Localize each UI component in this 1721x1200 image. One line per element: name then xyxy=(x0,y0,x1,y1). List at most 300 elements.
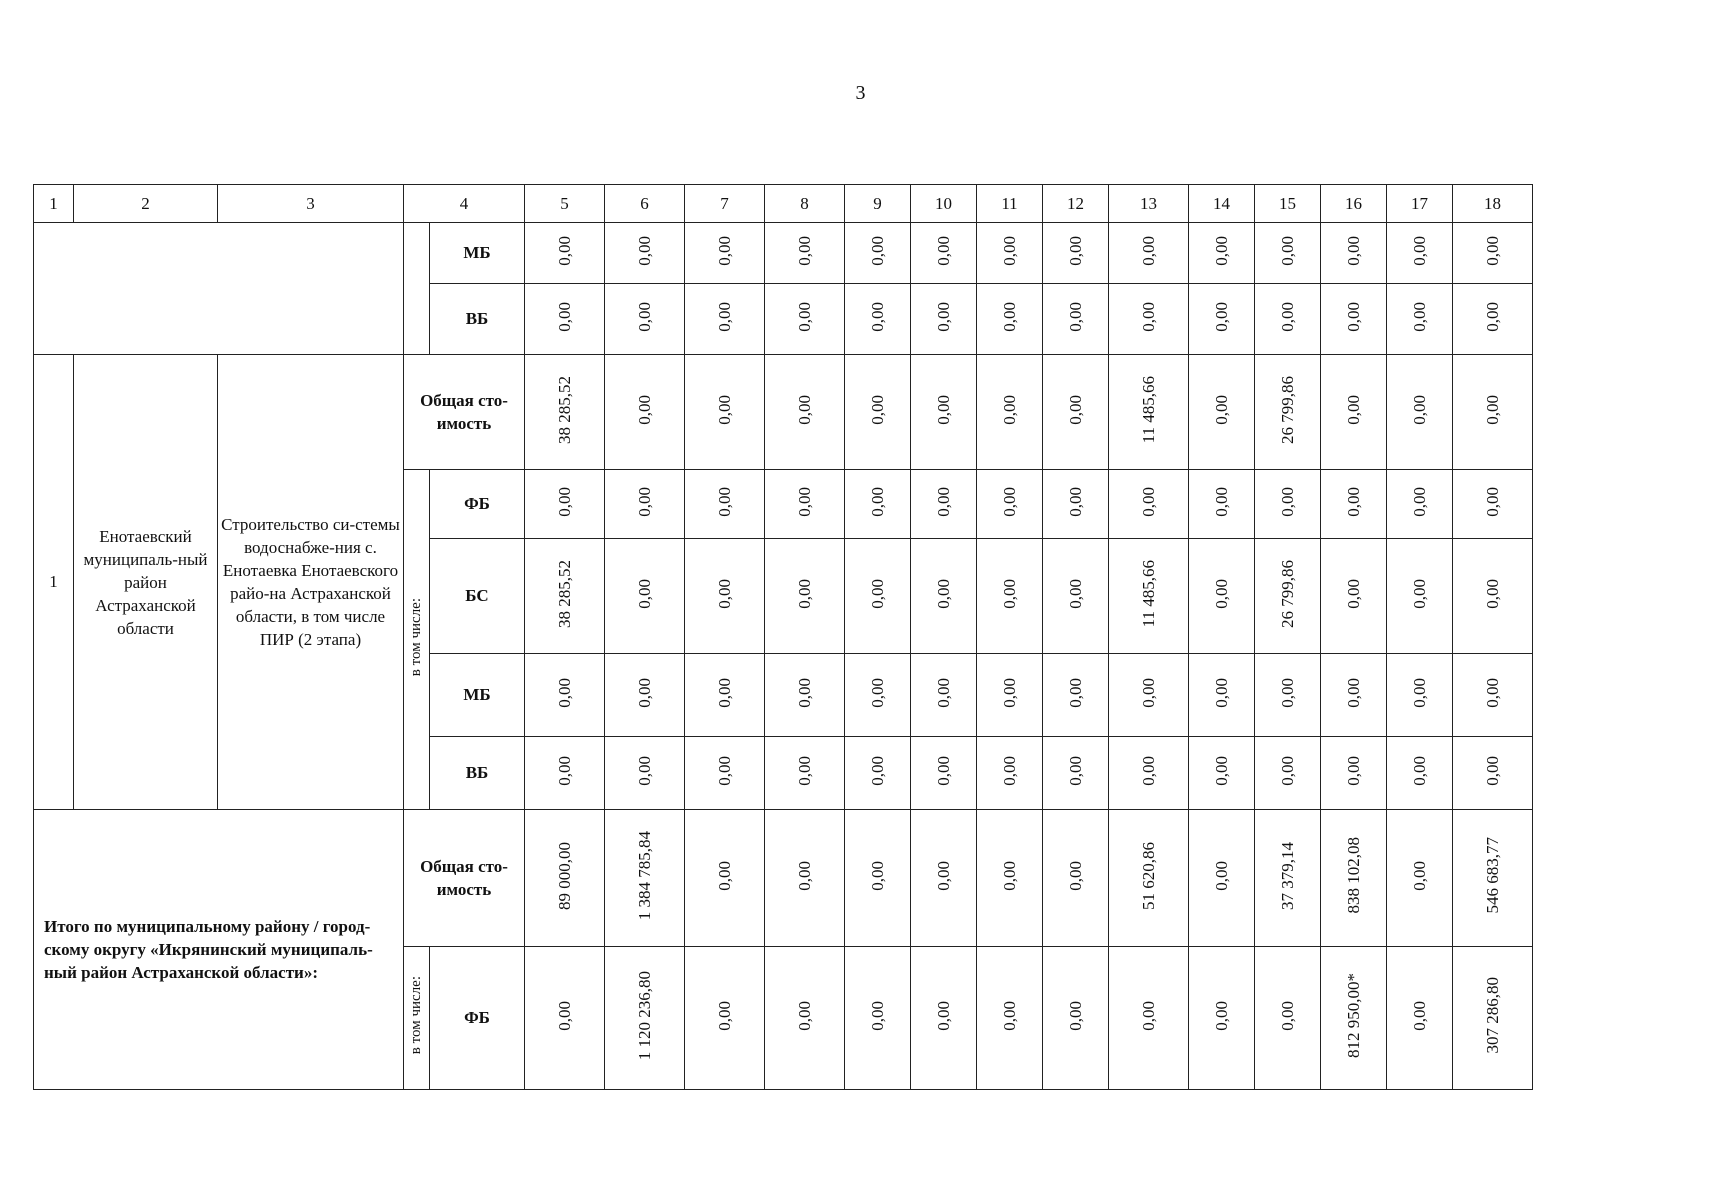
amount-cell-text: 0,00 xyxy=(999,235,1019,266)
amount-cell-text: 0,00 xyxy=(1138,301,1158,332)
amount-cell xyxy=(765,947,845,1090)
table-row xyxy=(34,355,1533,470)
amount-cell-text: 0,00 xyxy=(867,235,887,266)
amount-cell-text: 0,00 xyxy=(999,394,1019,425)
amount-cell-text: 37 379,14 xyxy=(1277,841,1297,910)
amount-cell-text: 0,00 xyxy=(1211,755,1231,786)
amount-cell xyxy=(685,470,765,539)
amount-cell xyxy=(605,947,685,1090)
amount-cell xyxy=(525,355,605,470)
amount-cell xyxy=(765,810,845,947)
budget-type-cell xyxy=(430,654,525,737)
budget-table xyxy=(33,184,1533,1090)
amount-cell xyxy=(1109,654,1189,737)
total-cost-label-text: Общая сто-имость xyxy=(420,391,508,433)
amount-cell-text: 0,00 xyxy=(999,677,1019,708)
amount-cell xyxy=(1453,539,1533,654)
column-header xyxy=(1453,185,1533,223)
amount-cell xyxy=(1255,355,1321,470)
amount-cell-text: 0,00 xyxy=(794,860,814,891)
amount-cell xyxy=(1189,355,1255,470)
amount-cell-text: 0,00 xyxy=(714,755,734,786)
amount-cell-text: 0,00 xyxy=(1211,394,1231,425)
amount-cell-text: 0,00 xyxy=(1409,486,1429,517)
budget-type-cell xyxy=(430,737,525,810)
amount-cell-text: 11 485,66 xyxy=(1138,559,1158,628)
column-header-text: 10 xyxy=(935,193,952,213)
amount-cell xyxy=(1387,355,1453,470)
amount-cell xyxy=(1255,284,1321,355)
column-header xyxy=(845,185,911,223)
amount-cell-text: 0,00 xyxy=(1277,301,1297,332)
amount-cell xyxy=(911,947,977,1090)
amount-cell xyxy=(605,539,685,654)
amount-cell xyxy=(605,223,685,284)
amount-cell-text: 0,00 xyxy=(1343,486,1363,517)
amount-cell xyxy=(1109,284,1189,355)
amount-cell-text: 0,00 xyxy=(554,235,574,266)
amount-cell-text: 0,00 xyxy=(1065,578,1085,609)
amount-cell xyxy=(1321,355,1387,470)
amount-cell xyxy=(685,223,765,284)
amount-cell xyxy=(1453,947,1533,1090)
amount-cell xyxy=(765,470,845,539)
amount-cell-text: 51 620,86 xyxy=(1138,841,1158,910)
amount-cell xyxy=(845,223,911,284)
amount-cell-text: 0,00 xyxy=(1211,860,1231,891)
budget-type-cell-text: ВБ xyxy=(465,309,489,328)
amount-cell xyxy=(977,654,1043,737)
amount-cell-text: 1 120 236,80 xyxy=(634,970,654,1061)
amount-cell-text: 0,00 xyxy=(867,1000,887,1031)
amount-cell-text: 0,00 xyxy=(1138,677,1158,708)
amount-cell-text: 0,00 xyxy=(1343,394,1363,425)
item-number-cell xyxy=(34,355,74,810)
amount-cell xyxy=(525,470,605,539)
amount-cell-text: 0,00 xyxy=(1277,486,1297,517)
amount-cell xyxy=(1321,810,1387,947)
amount-cell-text: 0,00 xyxy=(634,394,654,425)
district-cell xyxy=(74,355,218,810)
amount-cell xyxy=(1321,470,1387,539)
amount-cell xyxy=(1189,737,1255,810)
amount-cell xyxy=(1189,470,1255,539)
amount-cell xyxy=(845,470,911,539)
column-header-text: 1 xyxy=(49,193,58,213)
amount-cell xyxy=(525,539,605,654)
amount-cell xyxy=(1453,223,1533,284)
amount-cell xyxy=(1189,284,1255,355)
amount-cell xyxy=(1321,223,1387,284)
amount-cell xyxy=(1453,470,1533,539)
amount-cell xyxy=(1255,539,1321,654)
amount-cell xyxy=(1043,470,1109,539)
column-header xyxy=(765,185,845,223)
amount-cell-text: 0,00 xyxy=(999,578,1019,609)
amount-cell-text: 0,00 xyxy=(1409,860,1429,891)
amount-cell-text: 0,00 xyxy=(1482,755,1502,786)
amount-cell-text: 0,00 xyxy=(1065,394,1085,425)
amount-cell-text: 0,00 xyxy=(867,860,887,891)
amount-cell-text: 0,00 xyxy=(1211,301,1231,332)
summary-label-cell xyxy=(34,810,404,1090)
amount-cell xyxy=(911,355,977,470)
amount-cell xyxy=(1453,355,1533,470)
amount-cell-text: 0,00 xyxy=(634,486,654,517)
column-header xyxy=(1043,185,1109,223)
amount-cell-text: 0,00 xyxy=(933,301,953,332)
including-label-cell xyxy=(404,470,430,810)
column-header-text: 8 xyxy=(800,193,809,213)
amount-cell-text: 0,00 xyxy=(1065,486,1085,517)
amount-cell-text: 0,00 xyxy=(1409,578,1429,609)
column-header xyxy=(34,185,74,223)
amount-cell-text: 0,00 xyxy=(1343,578,1363,609)
amount-cell-text: 0,00 xyxy=(1277,235,1297,266)
amount-cell xyxy=(845,947,911,1090)
amount-cell-text: 0,00 xyxy=(999,860,1019,891)
amount-cell-text: 0,00 xyxy=(794,301,814,332)
amount-cell xyxy=(1387,223,1453,284)
amount-cell-text: 0,00 xyxy=(1482,394,1502,425)
column-header-text: 15 xyxy=(1279,193,1296,213)
amount-cell-text: 0,00 xyxy=(794,1000,814,1031)
amount-cell-text: 0,00 xyxy=(714,394,734,425)
amount-cell-text: 0,00 xyxy=(714,235,734,266)
column-header xyxy=(218,185,404,223)
amount-cell-text: 0,00 xyxy=(1409,235,1429,266)
column-header xyxy=(1321,185,1387,223)
amount-cell xyxy=(1321,284,1387,355)
amount-cell xyxy=(605,470,685,539)
amount-cell-text: 0,00 xyxy=(1138,235,1158,266)
amount-cell-text: 0,00 xyxy=(794,394,814,425)
column-header-text: 12 xyxy=(1067,193,1084,213)
amount-cell xyxy=(1255,223,1321,284)
amount-cell-text: 0,00 xyxy=(1211,486,1231,517)
including-label-cell xyxy=(404,947,430,1090)
amount-cell xyxy=(1109,470,1189,539)
amount-cell xyxy=(1109,737,1189,810)
table-body xyxy=(34,185,1533,1090)
amount-cell-text: 0,00 xyxy=(714,486,734,517)
amount-cell xyxy=(525,654,605,737)
amount-cell-text: 0,00 xyxy=(1211,578,1231,609)
amount-cell xyxy=(525,223,605,284)
amount-cell xyxy=(765,284,845,355)
amount-cell-text: 11 485,66 xyxy=(1138,375,1158,444)
amount-cell xyxy=(1109,355,1189,470)
amount-cell xyxy=(685,355,765,470)
amount-cell xyxy=(765,737,845,810)
column-header xyxy=(977,185,1043,223)
amount-cell xyxy=(1043,737,1109,810)
amount-cell-text: 0,00 xyxy=(999,1000,1019,1031)
column-header xyxy=(525,185,605,223)
column-header-text: 17 xyxy=(1411,193,1428,213)
amount-cell-text: 812 950,00* xyxy=(1343,973,1363,1058)
column-header xyxy=(74,185,218,223)
amount-cell xyxy=(605,654,685,737)
amount-cell-text: 0,00 xyxy=(1277,1000,1297,1031)
column-header-text: 14 xyxy=(1213,193,1230,213)
amount-cell xyxy=(845,737,911,810)
amount-cell xyxy=(977,355,1043,470)
amount-cell-text: 0,00 xyxy=(867,486,887,517)
amount-cell-text: 0,00 xyxy=(714,301,734,332)
column-header-text: 6 xyxy=(640,193,649,213)
amount-cell-text: 0,00 xyxy=(867,578,887,609)
carryover-including-cell xyxy=(404,223,430,355)
project-cell-text: Строительство си-стемы водоснабже-ния с. Енотаевка Енотаевского райо-на Астраханской области, в том числе ПИР (2 этапа) xyxy=(221,515,400,649)
amount-cell-text: 0,00 xyxy=(933,1000,953,1031)
amount-cell xyxy=(1189,654,1255,737)
column-header-text: 9 xyxy=(873,193,882,213)
amount-cell xyxy=(1189,810,1255,947)
amount-cell-text: 0,00 xyxy=(867,301,887,332)
amount-cell xyxy=(845,355,911,470)
amount-cell-text: 0,00 xyxy=(933,235,953,266)
amount-cell xyxy=(605,355,685,470)
amount-cell xyxy=(685,284,765,355)
summary-row xyxy=(34,810,1533,947)
amount-cell xyxy=(525,284,605,355)
amount-cell xyxy=(1387,539,1453,654)
amount-cell xyxy=(911,810,977,947)
amount-cell-text: 0,00 xyxy=(554,1000,574,1031)
amount-cell-text: 0,00 xyxy=(933,394,953,425)
amount-cell xyxy=(1255,470,1321,539)
amount-cell-text: 0,00 xyxy=(999,301,1019,332)
amount-cell-text: 0,00 xyxy=(1065,301,1085,332)
total-cost-label xyxy=(404,810,525,947)
column-header-text: 7 xyxy=(720,193,729,213)
table-row xyxy=(34,223,1533,284)
amount-cell xyxy=(977,947,1043,1090)
amount-cell-text: 0,00 xyxy=(1482,677,1502,708)
budget-type-cell xyxy=(430,470,525,539)
column-header xyxy=(404,185,525,223)
amount-cell-text: 0,00 xyxy=(867,755,887,786)
budget-type-cell xyxy=(430,223,525,284)
amount-cell xyxy=(845,654,911,737)
item-number-cell-text: 1 xyxy=(49,572,58,591)
amount-cell xyxy=(1255,737,1321,810)
amount-cell xyxy=(685,947,765,1090)
amount-cell-text: 0,00 xyxy=(933,677,953,708)
amount-cell xyxy=(845,284,911,355)
amount-cell xyxy=(685,737,765,810)
amount-cell xyxy=(1321,654,1387,737)
amount-cell xyxy=(1109,947,1189,1090)
amount-cell-text: 0,00 xyxy=(1482,235,1502,266)
column-header xyxy=(1255,185,1321,223)
amount-cell-text: 0,00 xyxy=(1138,1000,1158,1031)
amount-cell xyxy=(685,539,765,654)
amount-cell xyxy=(911,284,977,355)
amount-cell-text: 0,00 xyxy=(867,394,887,425)
amount-cell-text: 0,00 xyxy=(1482,301,1502,332)
amount-cell-text: 0,00 xyxy=(714,677,734,708)
amount-cell-text: 0,00 xyxy=(634,578,654,609)
column-header-text: 3 xyxy=(306,193,315,213)
amount-cell xyxy=(1043,355,1109,470)
amount-cell-text: 38 285,52 xyxy=(554,559,574,628)
amount-cell-text: 0,00 xyxy=(794,486,814,517)
amount-cell-text: 0,00 xyxy=(634,755,654,786)
amount-cell-text: 0,00 xyxy=(1482,486,1502,517)
budget-type-cell-text: ФБ xyxy=(464,494,490,513)
budget-type-cell-text: МБ xyxy=(463,243,491,262)
amount-cell xyxy=(765,539,845,654)
amount-cell-text: 0,00 xyxy=(794,235,814,266)
budget-type-cell xyxy=(430,539,525,654)
summary-label-cell-text: Итого по муниципальному району / город-скому округу «Икрянинский муниципаль-ный район Астраханской области»: xyxy=(44,917,373,982)
amount-cell-text: 838 102,08 xyxy=(1343,837,1363,914)
amount-cell-text: 0,00 xyxy=(1211,235,1231,266)
amount-cell xyxy=(977,470,1043,539)
total-cost-label-text: Общая сто-имость xyxy=(420,857,508,899)
amount-cell-text: 0,00 xyxy=(634,301,654,332)
amount-cell-text: 0,00 xyxy=(554,301,574,332)
amount-cell xyxy=(1043,947,1109,1090)
amount-cell-text: 0,00 xyxy=(1409,755,1429,786)
including-label-cell-text: в том числе: xyxy=(408,597,424,677)
budget-type-cell-text: БС xyxy=(465,586,489,605)
amount-cell xyxy=(1189,223,1255,284)
amount-cell-text: 0,00 xyxy=(1343,677,1363,708)
amount-cell xyxy=(1109,539,1189,654)
amount-cell xyxy=(977,737,1043,810)
amount-cell-text: 0,00 xyxy=(999,755,1019,786)
amount-cell xyxy=(1043,223,1109,284)
amount-cell xyxy=(685,654,765,737)
amount-cell-text: 0,00 xyxy=(867,677,887,708)
amount-cell-text: 0,00 xyxy=(1409,1000,1429,1031)
amount-cell-text: 0,00 xyxy=(1409,394,1429,425)
amount-cell-text: 0,00 xyxy=(634,235,654,266)
amount-cell-text: 0,00 xyxy=(1211,677,1231,708)
column-header xyxy=(605,185,685,223)
amount-cell xyxy=(1043,284,1109,355)
amount-cell xyxy=(605,737,685,810)
amount-cell-text: 0,00 xyxy=(1277,677,1297,708)
column-header-text: 11 xyxy=(1001,193,1018,213)
amount-cell-text: 38 285,52 xyxy=(554,375,574,444)
amount-cell xyxy=(911,654,977,737)
amount-cell-text: 0,00 xyxy=(714,1000,734,1031)
amount-cell-text: 0,00 xyxy=(1065,1000,1085,1031)
amount-cell xyxy=(1321,947,1387,1090)
amount-cell-text: 0,00 xyxy=(1343,301,1363,332)
amount-cell xyxy=(1189,947,1255,1090)
amount-cell xyxy=(911,539,977,654)
budget-type-cell xyxy=(430,947,525,1090)
column-header xyxy=(1109,185,1189,223)
amount-cell xyxy=(1387,470,1453,539)
budget-type-cell-text: ВБ xyxy=(465,763,489,782)
amount-cell xyxy=(765,355,845,470)
amount-cell xyxy=(525,810,605,947)
budget-type-cell-text: МБ xyxy=(463,685,491,704)
amount-cell xyxy=(765,223,845,284)
column-header-text: 2 xyxy=(141,193,150,213)
amount-cell-text: 0,00 xyxy=(933,578,953,609)
amount-cell-text: 26 799,86 xyxy=(1277,375,1297,444)
column-header-text: 4 xyxy=(459,193,469,213)
amount-cell xyxy=(1387,284,1453,355)
amount-cell-text: 0,00 xyxy=(1409,301,1429,332)
amount-cell xyxy=(1109,223,1189,284)
amount-cell xyxy=(1255,810,1321,947)
amount-cell-text: 0,00 xyxy=(1343,235,1363,266)
amount-cell xyxy=(525,737,605,810)
column-header-text: 16 xyxy=(1345,193,1362,213)
amount-cell xyxy=(911,737,977,810)
amount-cell xyxy=(605,284,685,355)
amount-cell-text: 0,00 xyxy=(714,578,734,609)
amount-cell-text: 0,00 xyxy=(1343,755,1363,786)
carryover-blank-cell xyxy=(34,223,404,355)
amount-cell-text: 0,00 xyxy=(1138,755,1158,786)
amount-cell-text: 0,00 xyxy=(554,486,574,517)
column-header xyxy=(1189,185,1255,223)
amount-cell-text: 0,00 xyxy=(554,755,574,786)
amount-cell xyxy=(1387,810,1453,947)
column-header xyxy=(911,185,977,223)
amount-cell-text: 0,00 xyxy=(933,755,953,786)
amount-cell-text: 1 384 785,84 xyxy=(634,830,654,921)
amount-cell-text: 546 683,77 xyxy=(1482,837,1502,914)
amount-cell xyxy=(1043,654,1109,737)
amount-cell xyxy=(1043,810,1109,947)
amount-cell-text: 0,00 xyxy=(714,860,734,891)
amount-cell xyxy=(1321,539,1387,654)
amount-cell xyxy=(911,223,977,284)
column-header xyxy=(685,185,765,223)
amount-cell-text: 0,00 xyxy=(554,677,574,708)
amount-cell-text: 0,00 xyxy=(794,755,814,786)
amount-cell xyxy=(1453,654,1533,737)
amount-cell xyxy=(977,223,1043,284)
budget-type-cell xyxy=(430,284,525,355)
amount-cell-text: 0,00 xyxy=(794,677,814,708)
amount-cell xyxy=(845,539,911,654)
column-header-text: 5 xyxy=(560,193,569,213)
page-number: 3 xyxy=(855,82,866,104)
amount-cell xyxy=(1255,654,1321,737)
amount-cell xyxy=(765,654,845,737)
amount-cell-text: 0,00 xyxy=(1065,755,1085,786)
amount-cell-text: 0,00 xyxy=(1138,486,1158,517)
amount-cell xyxy=(1189,539,1255,654)
including-label-cell-text: в том числе: xyxy=(408,976,424,1055)
amount-cell xyxy=(525,947,605,1090)
total-cost-label xyxy=(404,355,525,470)
amount-cell-text: 0,00 xyxy=(1065,235,1085,266)
amount-cell xyxy=(977,539,1043,654)
amount-cell xyxy=(977,810,1043,947)
amount-cell xyxy=(1255,947,1321,1090)
project-cell xyxy=(218,355,404,810)
amount-cell-text: 0,00 xyxy=(634,677,654,708)
amount-cell xyxy=(1453,810,1533,947)
amount-cell xyxy=(911,470,977,539)
amount-cell xyxy=(1387,737,1453,810)
column-header xyxy=(1387,185,1453,223)
amount-cell-text: 0,00 xyxy=(933,860,953,891)
column-header-text: 13 xyxy=(1140,193,1157,213)
